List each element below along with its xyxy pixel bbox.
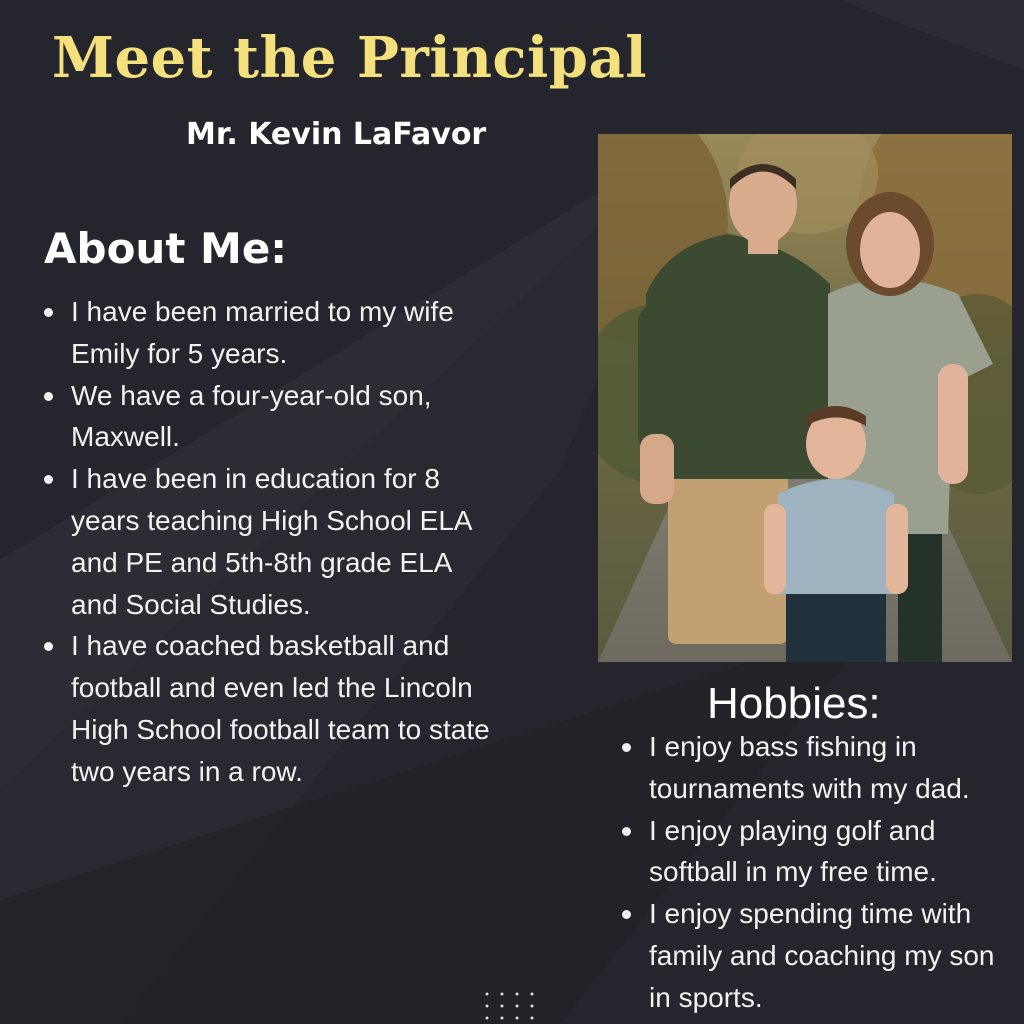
- bullet-icon: [44, 392, 53, 401]
- hobby-item-text: I enjoy playing golf and softball in my free time.: [649, 814, 937, 888]
- principal-name: Mr. Kevin LaFavor: [186, 117, 487, 152]
- dot-grid-decoration: [484, 992, 544, 1024]
- about-item-text: I have coached basketball and football and even led the Lincoln High School football team to state two years in a row.: [71, 630, 490, 787]
- bullet-icon: [622, 910, 631, 919]
- list-item: [44, 625, 494, 792]
- list-item: [44, 375, 494, 459]
- list-item: [622, 810, 1022, 894]
- list-item: [44, 458, 494, 625]
- hobbies-list: [622, 726, 1022, 1019]
- about-heading: About Me:: [44, 224, 288, 273]
- about-item-text: I have been in education for 8 years teaching High School ELA and PE and 5th-8th grade ELA and Social Studies.: [71, 463, 472, 620]
- about-item-text: I have been married to my wife Emily for 5 years.: [71, 296, 454, 369]
- bullet-icon: [44, 475, 53, 484]
- bullet-icon: [622, 827, 631, 836]
- bullet-icon: [44, 642, 53, 651]
- about-list: [44, 291, 494, 793]
- list-item: [622, 893, 1022, 1018]
- list-item: [44, 291, 494, 375]
- page-title: Meet the Principal: [52, 25, 648, 91]
- bullet-icon: [44, 308, 53, 317]
- hobby-item-text: I enjoy spending time with family and coaching my son in sports.: [649, 898, 995, 1013]
- family-photo: [598, 134, 1012, 662]
- bullet-icon: [622, 743, 631, 752]
- list-item: [622, 726, 1022, 810]
- hobby-item-text: I enjoy bass fishing in tournaments with my dad.: [649, 731, 970, 804]
- family-photo-illustration: [598, 134, 1012, 662]
- about-item-text: We have a four-year-old son, Maxwell.: [71, 379, 432, 453]
- hobbies-heading: Hobbies:: [707, 679, 881, 728]
